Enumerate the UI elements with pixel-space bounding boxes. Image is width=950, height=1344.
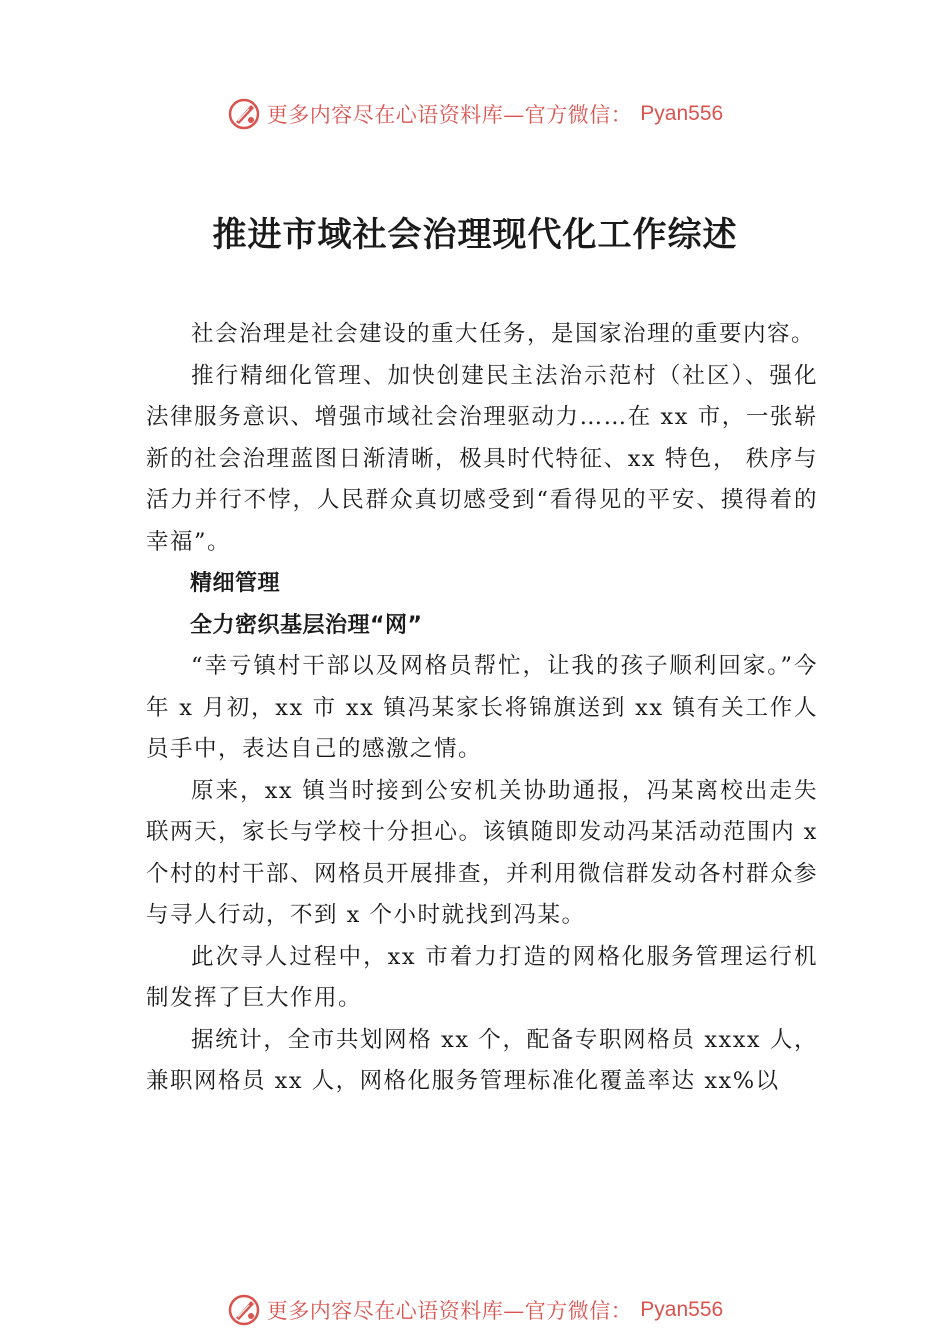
document-title: 推进市域社会治理现代化工作综述 bbox=[212, 215, 738, 255]
quill-seal-icon bbox=[227, 1293, 261, 1327]
paragraph: 此次寻人过程中，xx 市着力打造的网格化服务管理运行机制发挥了巨大作用。 bbox=[146, 943, 818, 1011]
watermark-wechat-id: Pyan556 bbox=[640, 1298, 724, 1321]
paragraph: 原来，xx 镇当时接到公安机关协助通报，冯某离校出走失联两天，家长与学校十分担心。该镇随即发动冯某活动范围内 x 个村的村干部、网格员开展排查，并利用微信群发动各村群众参与寻人行动，不到 x 个小时就找到冯某。 bbox=[146, 777, 819, 928]
watermark-wechat-id: Pyan556 bbox=[640, 102, 724, 125]
watermark-text: 更多内容尽在心语资料库—官方微信： bbox=[266, 1299, 633, 1323]
section-subheading: 全力密织基层治理“网” bbox=[190, 612, 423, 638]
paragraph: 社会治理是社会建设的重大任务，是国家治理的重要内容。 bbox=[191, 321, 816, 347]
header-watermark bbox=[0, 94, 950, 134]
footer-watermark bbox=[0, 1290, 950, 1330]
section-heading: 精细管理 bbox=[190, 571, 281, 596]
document-body bbox=[146, 314, 818, 1103]
paragraph: “幸亏镇村干部以及网格员帮忙，让我的孩子顺利回家。”今年 x 月初，xx 市 xx 镇冯某家长将锦旗送到 xx 镇有关工作人员手中，表达自己的感激之情。 bbox=[146, 653, 818, 762]
paragraph: 推行精细化管理、加快创建民主法治示范村（社区）、强化法律服务意识、增强市域社会治理驱动力……在 xx 市，一张崭新的社会治理蓝图日渐清晰，极具时代特征、xx 特色， 秩序与活力并行不悖，人民群众真切感受到“看得见的平安、摸得着的幸福”。 bbox=[146, 362, 818, 555]
paragraph: 据统计，全市共划网格 xx 个，配备专职网格员 xxxx 人， 兼职网格员 xx 人，网格化服务管理标准化覆盖率达 xx%以 bbox=[146, 1026, 818, 1094]
watermark-text: 更多内容尽在心语资料库—官方微信： bbox=[266, 103, 633, 127]
quill-seal-icon bbox=[227, 97, 261, 131]
